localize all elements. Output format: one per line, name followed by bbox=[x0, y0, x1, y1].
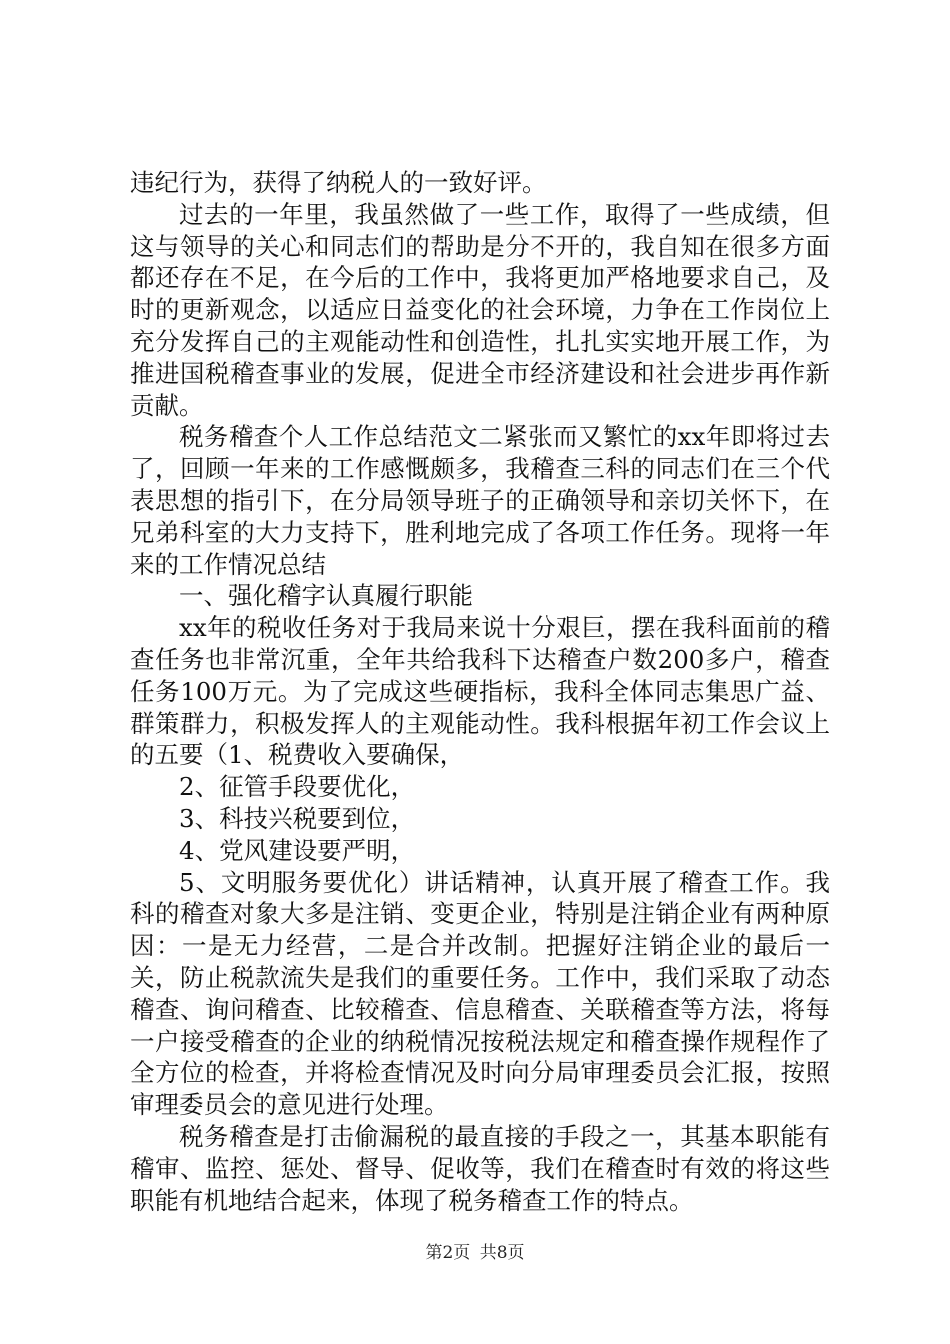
paragraph: 过去的一年里，我虽然做了一些工作，取得了一些成绩，但这与领导的关心和同志们的帮助是分不开的，我自知在很多方面都还存在不足，在今后的工作中，我将更加严格地要求自己，及时的更新观念，以适应日益变化的社会环境，力争在工作岗位上充分发挥自己的主观能动性和创造性，扎扎实实地开展工作，为推进国税稽查事业的发展，促进全市经济建设和社会进步再作新贡献。 bbox=[130, 199, 830, 420]
list-item: 4、党风建设要严明， bbox=[179, 835, 416, 865]
list-item: 2、征管手段要优化， bbox=[179, 772, 416, 802]
paragraph: 违纪行为，获得了纳税人的一致好评。 bbox=[130, 168, 547, 197]
paragraph: 5、文明服务要优化）讲话精神，认真开展了稽查工作。我科的稽查对象大多是注销、变更企业，特别是注销企业有两种原因：一是无力经营，二是合并改制。把握好注销企业的最后一关，防止税款流失是我们的重要任务。工作中，我们采取了动态稽查、询问稽查、比较稽查、信息稽查、关联稽查等方法，将每一户接受稽查的企业的纳税情况按税法规定和稽查操作规程作了全方位的检查，并将检查情况及时向分局审理委员会汇报，按照审理委员会的意见进行处理。 bbox=[130, 867, 830, 1120]
page-total: 共8页 bbox=[479, 1243, 525, 1263]
paragraph: 税务稽查个人工作总结范文二紧张而又繁忙的xx年即将过去了，回顾一年来的工作感慨颇多，我稽查三科的同志们在三个代表思想的指引下，在分局领导班子的正确领导和亲切关怀下，在兄弟科室的大力支持下，胜利地完成了各项工作任务。现将一年来的工作情况总结 bbox=[130, 422, 830, 579]
paragraph: 税务稽查是打击偷漏税的最直接的手段之一，其基本职能有稽审、监控、惩处、督导、促收等，我们在稽查时有效的将这些职能有机地结合起来，体现了税务稽查工作的特点。 bbox=[130, 1121, 830, 1215]
paragraph: xx年的税收任务对于我局来说十分艰巨，摆在我科面前的稽查任务也非常沉重，全年共给我科下达稽查户数200多户，稽查任务100万元。为了完成这些硬指标，我科全体同志集思广益、群策群力，积极发挥人的主观能动性。我科根据年初工作会议上的五要（1、税费收入要确保， bbox=[130, 613, 830, 770]
page-number: 第2页 bbox=[425, 1243, 471, 1263]
list-item: 3、科技兴税要到位， bbox=[179, 803, 416, 833]
document-body bbox=[130, 167, 830, 1216]
section-heading: 一、强化稽字认真履行职能 bbox=[179, 581, 473, 611]
page-footer bbox=[0, 1242, 950, 1264]
